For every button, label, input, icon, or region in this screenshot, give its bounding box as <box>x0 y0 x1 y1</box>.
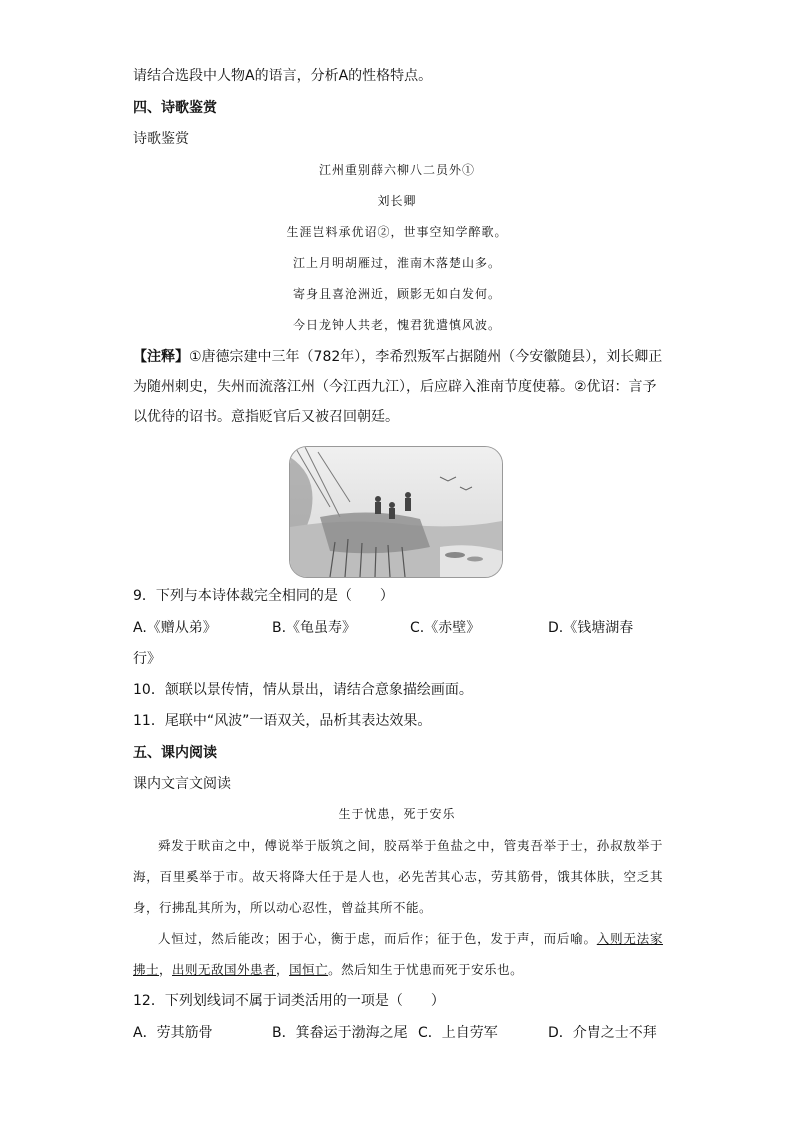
section-subheading-poetry: 诗歌鉴赏 <box>133 131 189 147</box>
poem-line: 寄身且喜沧洲近，顾影无如白发何。 <box>292 287 501 301</box>
question-11: 11．尾联中“风波”一语双关，品析其表达效果。 <box>133 713 432 729</box>
question-9-stem: 9．下列与本诗体裁完全相同的是（ ） <box>133 588 394 604</box>
question-10: 10．颔联以景传情，情从景出，请结合意象描绘画面。 <box>133 682 473 698</box>
q9-option-d[interactable]: D.《钱塘湖春 <box>548 620 634 636</box>
classical-paragraph-2: 人恒过，然后能改；困于心，衡于虑，而后作；征于色，发于声，而后喻。入则无法家拂士，出则无敌国外患者，国恒亡。然后知生于忧患而死于安乐也。 <box>133 931 663 977</box>
classical-text <box>133 830 663 985</box>
q9-option-a[interactable]: A.《赠从弟》 <box>133 620 217 636</box>
annotation-label: 【注释】 <box>133 349 189 365</box>
q12-option-a[interactable]: A．劳其筋骨 <box>133 1025 213 1041</box>
essay-title: 生于忧患，死于安乐 <box>338 807 456 821</box>
q9-option-b[interactable]: B.《龟虽寿》 <box>272 620 357 636</box>
poem-line: 江上月明胡雁过，淮南木落楚山多。 <box>292 256 501 270</box>
underlined-phrase: 出则无敌国外患者 <box>172 962 277 977</box>
poem-author: 刘长卿 <box>377 194 417 208</box>
q9-option-d-continued: 行》 <box>133 651 161 667</box>
poem-line: 生涯岂料承优诏②，世事空知学醉歌。 <box>286 225 508 239</box>
q12-option-b[interactable]: B．箕畚运于渤海之尾 <box>272 1025 408 1041</box>
underlined-phrase: 国恒亡 <box>289 962 329 977</box>
annotation-text: ①唐德宗建中三年（782年），李希烈叛军占据随州（今安徽随县），刘长卿正为随州刺史，失州而流落江州（今江西九江），后应辟入淮南节度使幕。②优诏：言予以优待的诏书。意指贬官后又被召回朝廷。 <box>133 349 663 425</box>
section-heading-reading: 五、课内阅读 <box>133 745 217 761</box>
poem-annotation <box>133 342 663 432</box>
underlined-phrase: 入则无法家拂士 <box>133 931 663 977</box>
poem-illustration <box>289 446 503 578</box>
q12-option-d[interactable]: D．介胄之士不拜 <box>548 1025 657 1041</box>
q9-option-c[interactable]: C.《赤壁》 <box>410 620 481 636</box>
previous-question: 请结合选段中人物A的语言，分析A的性格特点。 <box>133 68 433 84</box>
section-subheading-reading: 课内文言文阅读 <box>133 776 231 792</box>
q12-option-c[interactable]: C．上自劳军 <box>418 1025 498 1041</box>
question-12-stem: 12．下列划线词不属于词类活用的一项是（ ） <box>133 993 445 1009</box>
section-heading-poetry: 四、诗歌鉴赏 <box>133 100 217 116</box>
classical-paragraph-1: 舜发于畎亩之中，傅说举于版筑之间，胶鬲举于鱼盐之中，管夷吾举于士，孙叔敖举于海，百里奚举于市。故天将降大任于是人也，必先苦其心志，劳其筋骨，饿其体肤，空乏其身，行拂乱其所为，所以动心忍性，曾益其所不能。 <box>133 838 663 915</box>
poem-title: 江州重别薛六柳八二员外① <box>318 163 475 177</box>
poem-line: 今日龙钟人共老，愧君犹遣慎风波。 <box>292 318 501 332</box>
